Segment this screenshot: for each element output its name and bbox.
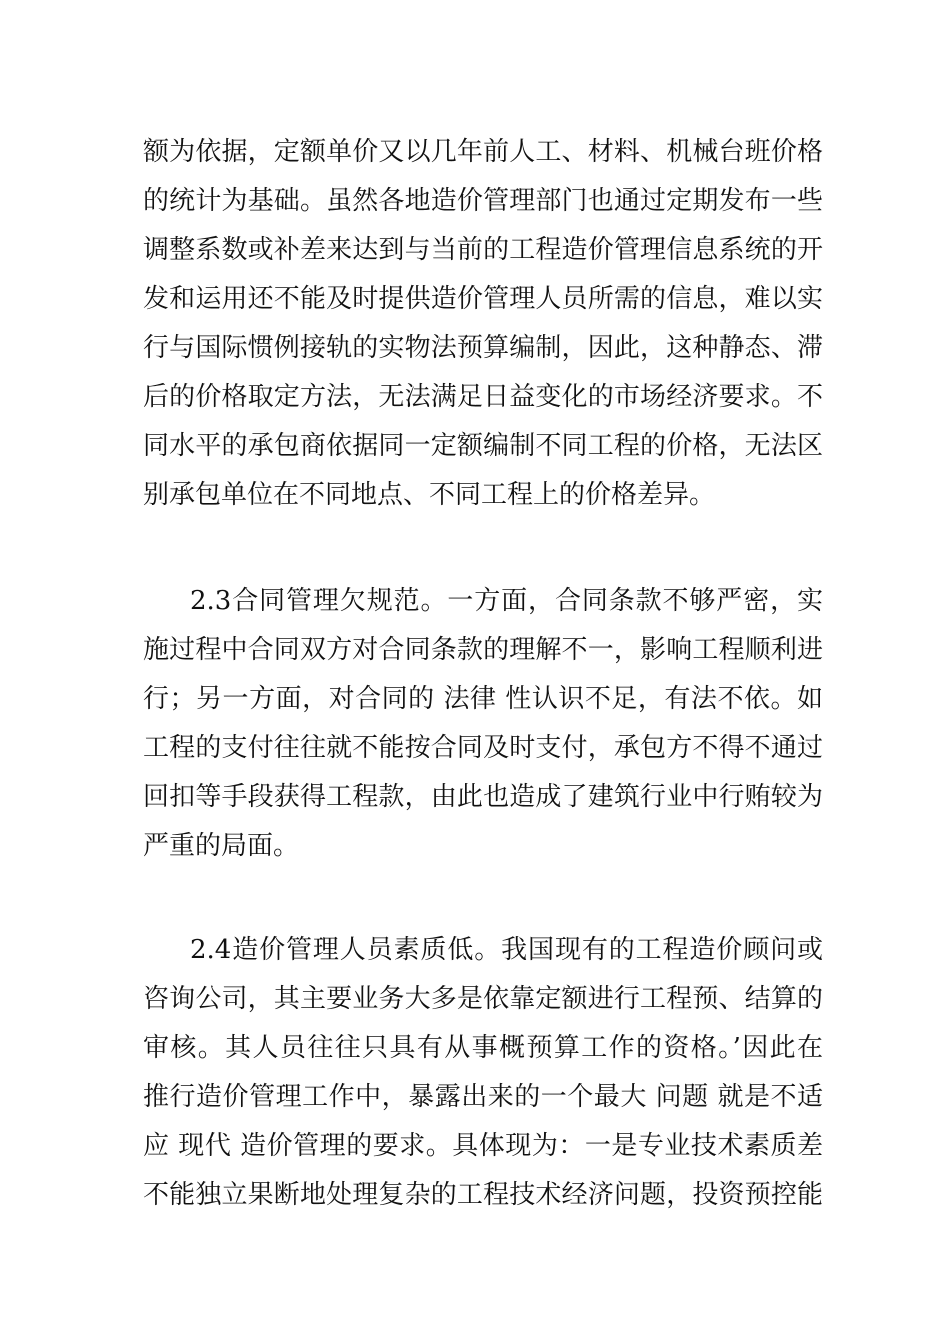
text-line: 回扣等手段获得工程款，由此也造成了建筑行业中行贿较为 [143, 782, 823, 812]
text-line: 施过程中合同双方对合同条款的理解不一，影响工程顺利进 [143, 635, 823, 665]
paragraph-heading-line: 2.3合同管理欠规范。一方面，合同条款不够严密，实 [190, 586, 823, 616]
text-line: 调整系数或补差来达到与当前的工程造价管理信息系统的开 [143, 235, 823, 265]
text-line: 工程的支付往往就不能按合同及时支付，承包方不得不通过 [143, 733, 823, 763]
text-line: 别承包单位在不同地点、不同工程上的价格差异。 [143, 480, 716, 510]
text-line: 行；另一方面，对合同的 法律 性认识不足，有法不依。如 [143, 684, 823, 714]
paragraph-heading-line: 2.4造价管理人员素质低。我国现有的工程造价顾问或 [190, 935, 823, 965]
text-line: 同水平的承包商依据同一定额编制不同工程的价格，无法区 [143, 431, 823, 461]
text-line: 审核。其人员往往只具有从事概预算工作的资格。’因此在 [143, 1033, 823, 1063]
text-line: 不能独立果断地处理复杂的工程技术经济问题，投资预控能 [143, 1180, 823, 1210]
text-line: 后的价格取定方法，无法满足日益变化的市场经济要求。不 [143, 382, 823, 412]
text-line: 额为依据，定额单价又以几年前人工、材料、机械台班价格 [143, 137, 823, 167]
text-line: 推行造价管理工作中，暴露出来的一个最大 问题 就是不适 [143, 1082, 823, 1112]
text-line: 发和运用还不能及时提供造价管理人员所需的信息，难以实 [143, 284, 823, 314]
text-line: 的统计为基础。虽然各地造价管理部门也通过定期发布一些 [143, 186, 823, 216]
text-line: 严重的局面。 [143, 831, 300, 861]
text-line: 行与国际惯例接轨的实物法预算编制，因此，这种静态、滞 [143, 333, 823, 363]
text-line: 应 现代 造价管理的要求。具体现为：一是专业技术素质差 [143, 1131, 823, 1161]
text-line: 咨询公司，其主要业务大多是依靠定额进行工程预、结算的 [143, 984, 823, 1014]
